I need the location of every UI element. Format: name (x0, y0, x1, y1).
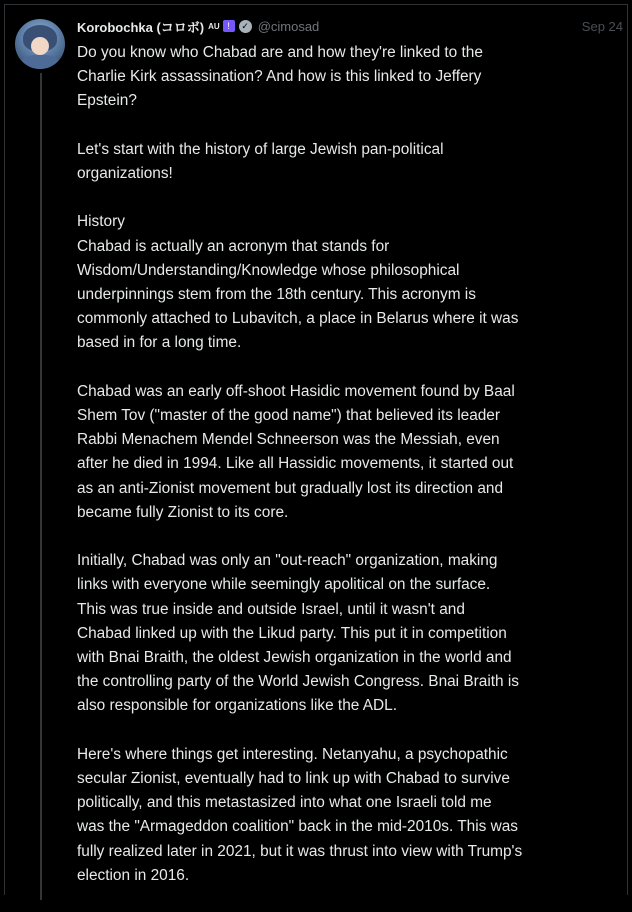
tweet-text-line: Initially, Chabad was only an "out-reach" organization, making (77, 552, 498, 570)
tweet-container (4, 4, 628, 895)
tweet-text-line: Chabad was an early off-shoot Hasidic movement found by Baal (77, 382, 515, 400)
tweet-text-line: also responsible for organizations like the ADL. (77, 697, 397, 715)
tweet-text-line: Let's start with the history of large Jewish pan-political (77, 140, 444, 158)
thread-connector-line (40, 73, 42, 900)
tweet-header (77, 16, 623, 36)
tweet-text-line: with Bnai Braith, the oldest Jewish organization in the world and (77, 649, 512, 667)
tweet-paragraph (77, 743, 625, 888)
tweet-text-line: fully realized later in 2021, but it was thrust into view with Trump's (77, 842, 523, 860)
tweet-text-line: as an anti-Zionist movement but gradually lost its direction and (77, 479, 504, 497)
tweet-text-line: Chabad is actually an acronym that stands for (77, 237, 390, 255)
tweet-text-line: Charlie Kirk assassination? And how is this linked to Jeffery (77, 68, 482, 86)
tweet-text-line: organizations! (77, 165, 173, 182)
tweet-text-line: became fully Zionist to its core. (77, 503, 289, 521)
tweet-text-line: Wisdom/Understanding/Knowledge whose philosophical (77, 261, 460, 279)
avatar-face (31, 37, 49, 55)
tweet-text-line: Rabbi Menachem Mendel Schneerson was the Messiah, even (77, 431, 500, 449)
tweet-text-line: was the "Armageddon coalition" back in the mid-2010s. This was (77, 818, 518, 836)
country-flag-icon: AU (208, 21, 220, 31)
tweet-text-line: after he died in 1994. Like all Hassidic movements, it started out (77, 455, 514, 473)
tweet-text-line: commonly attached to Lubavitch, a place in Belarus where it was (77, 310, 519, 328)
tweet-paragraph (77, 380, 625, 525)
tweet-paragraph (77, 138, 625, 186)
affiliate-badge-icon: ! (223, 20, 235, 32)
tweet-paragraph (77, 41, 625, 114)
tweet-text-line: based in for a long time. (77, 334, 242, 352)
tweet-text-line: Shem Tov ("master of the good name") that believed its leader (77, 407, 500, 424)
tweet-text-line: underpinnings stem from the 18th century. This acronym is (77, 286, 476, 303)
author-handle[interactable]: @cimosad (257, 18, 320, 34)
tweet-text-line: the controlling party of the World Jewish Congress. Bnai Braith is (77, 673, 519, 691)
tweet-paragraph (77, 549, 625, 718)
tweet-date[interactable]: Sep 24 (581, 18, 623, 34)
avatar-body (21, 55, 59, 69)
tweet-paragraph (77, 210, 625, 355)
tweet-text-line: links with everyone while seemingly apolitical on the surface. (77, 576, 491, 594)
tweet-text-line: secular Zionist, eventually had to link up with Chabad to survive (77, 770, 510, 788)
author-display-name[interactable]: Korobochka (コロボ) (77, 19, 205, 35)
author-avatar[interactable] (15, 19, 65, 69)
tweet-text-line: election in 2016. (77, 866, 190, 884)
tweet-text-line: Chabad linked up with the Likud party. This put it in competition (77, 624, 507, 642)
verified-icon: ✓ (239, 20, 252, 33)
tweet-text-line: politically, and this metastasized into what one Israeli told me (77, 794, 492, 812)
tweet-text (77, 41, 625, 912)
tweet-text-line: History (77, 213, 125, 231)
tweet-text-line: Do you know who Chabad are and how they're linked to the (77, 44, 483, 61)
tweet-text-line: Here's where things get interesting. Netanyahu, a psychopathic (77, 745, 508, 763)
tweet-text-line: Epstein? (77, 92, 137, 110)
tweet-text-line: This was true inside and outside Israel, until it wasn't and (77, 600, 465, 618)
